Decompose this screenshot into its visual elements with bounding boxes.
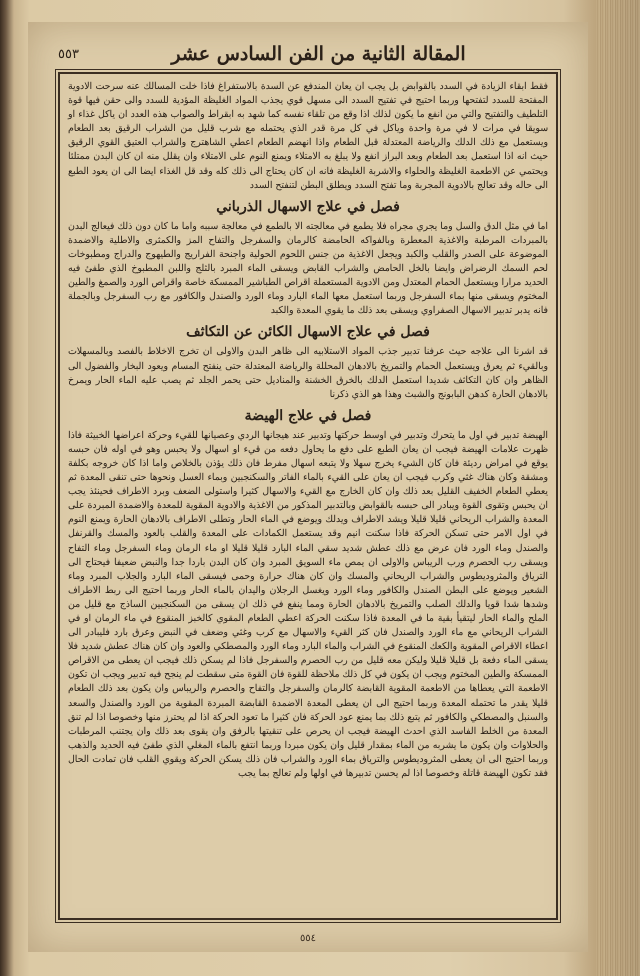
section-heading: فصل في علاج الاسهال الكائن عن التكاثف [186, 324, 430, 341]
footer-number: ٥٥٤ [299, 933, 317, 944]
body-paragraph: اما في مثل الدق والسل وما يجري مجراه فلا يطمع في معالجته الا بالطمع في معالجة سببه واما ما كان دون ذلك فيعالج البدن بالمبردات المرطبة والاغذية المعطرة وبالفواكه الحامضة كالرمان والسفرجل والتفاح المز والكمثرى والاطلية والاضمدة الموضوعة على الصدر والقلب والكبد ويجعل الاغذية من جنس اللحوم الحولية واجنحة الفراريج والطيهوج والدراج ومطبوخات لحم السمك الرضراض وايضا بالخل الحامض والشراب القابض ويسقى الماء المبرد بالثلج واللبن المطبوخ الذي طفئ فيه الحديد مرارا ويستعمل الحمام المعتدل ومن الادوية المستعملة اقراص الطباشير الممسكة خاصة واقراص الورد والصمغ والطين المختوم ويسقى منها بماء السفرجل وربما استعمل معها الماء البارد وماء الورد والصندل والكافور مع رب السفرجل وبالجملة فانه يدبر تدبير الاسهال الصفراوي ويسقى بعد ذلك ما يقوي المعدة والكبد [68, 220, 548, 317]
body-paragraph: فقط ابقاء الزيادة في السدد بالقوابض بل يجب ان يعان المندفع عن السدة بالاستفراغ فاذا خلت المسالك عنه سرحت الادوية المفتحة للسدد لتفتحها وربما احتيج في تفتيح السدد الى مسهل قوي يجذب المواد الغليظة المؤدية للسدد والى حقن فيها قوة التلطيف والتفتيح والتي من انفع ما يكون لذلك اذا وقع من تلقاء نفسه كما شهد به ابقراط والصواب هذه العدد ان ياكل غذاء او سويقا في مرات لا في مرة واحدة وياكل في كل مرة قدر الذي يحتمله مع شرب قليل من الشراب الرقيق بعد الطعام ويستعمل مع ذلك الدلك والرياضة المعتدلة قبل الطعام واذا انهضم الطعام اعطي الشاهترج والشراب العتيق القوي الرقيق حيث انه اذا استعمل بعد الطعام وبعد البراز انفع ولا يبلغ به الامتلاء ويمنع النوم على الامتلاء وان يقلل منه ان كان البدن ممتلئا ويحتمي عن الاطعمة الغليظة والحلواء والاشربة الغليظة فانه ان كان يحتاج الى ذلك كله وقد قل الغذاء ايضا الى ان يعود الطبع الى حاله وقد تعالج بالادوية المجربة وما تفتح السدد ويطلق البطن لتنفتح السدد [68, 81, 548, 191]
text-frame [58, 72, 558, 920]
book-page [28, 22, 588, 952]
page-edges [596, 0, 640, 976]
body-paragraph: قد اشرنا الى علاجه حيث عرفنا تدبير جذب المواد الاستلابيه الى ظاهر البدن والاولى ان تخرج الاخلاط بالفصد وبالمسهلات وبالقيء ثم يعرق ويستعمل الحمام والتمريخ بالادهان المحللة والرياضة المعتدلة حتى ينفتح المسام ويعود البخار والفضول الى الظاهر وان كان التكاثف شديدا استعمل الدلك بالخرق الخشنة والمناديل حتى يحمر الجلد ثم يصب عليه الماء الحار ويمرخ بالادهان الحارة كدهن البابونج والشبث وهذا هو الذي ذكرنا [68, 346, 548, 400]
page-header [58, 36, 558, 72]
body-paragraph: الهيضة تدبير في اول ما يتحرك وتدبير في اوسط حركتها وتدبير عند هيجانها الردي وعصيانها للقيء وحركة اعراضها الخبيثة فاذا ظهرت علامات الهيضة فيجب ان يعان الطبع على دفع ما يحاول دفعه من قيء او اسهال ولا يحبس وهو في اوله فان حبسه يوقع في امراض رديئة فان كان الشيء يخرج سهلا ولا يتبعه اسهال مفرط فان ذلك يؤذن بالخلاص واما اذا كان خروجه بكلفة ومشقة وكان هناك غثي وكرب فيجب ان يعان على القيء بالماء الفاتر والسكنجبين وبماء العسل ونحوها حتى تنقى المعدة ثم يعطي الطعام الخفيف القليل بعد ذلك وان كان الخارج مع القيء والاسهال كثيرا واستولى الضعف وبرد الاطراف فحينئذ يجب ان يحبس وتقوى القوة ويبادر الى حبسه بالقوابض وبالتدبير المذكور من الاغذية والادوية المقوية للمعدة والاضمدة المبردة على المعدة والشراب الريحاني قليلا قليلا ويشد الاطراف ويدلك ويوضع في الماء الحار وتطلى الاطراف بالادهان الحارة ويمنع النوم في اول الامر حتى تسكن الحركة فاذا سكنت انيم وقد يستعمل الكمادات على المعدة والقلب بالعود والمسك والقرنفل والصندل وماء الورد فان عرض مع ذلك عطش شديد سقي الماء البارد قليلا قليلا او ماء الرمان وماء السفرجل وماء التفاح ويسقى رب الحصرم ورب الريباس والاولى ان يمص ماء السويق المبرد وان كان البدن باردا جدا والنبض ضعيفا فيحتاج الى الترياق والمثروديطوس والشراب الريحاني والمسك وان كان هناك حرارة وحمى فيسقى الماء البارد والجلاب المبرد وماء الشعير ويوضع على البطن الصندل والكافور وماء الورد ويغسل الرجلان واليدان بالماء الحار وربما احتيج الى ربط الاطراف وشدها شدا قويا والدلك الصلب والتمريخ بالادهان الحارة ومما ينفع في ذلك ان يسقى من السكنجبين الساذج مع قليل من الملح والماء الحار ليتقيأ بقية ما في المعدة فاذا سكنت الحركة اعطي الطعام المقوي كالخبز المنقوع في ماء الرمان او في الشراب الريحاني مع ماء الورد والصندل فان كثر القيء والاسهال مع كرب وغثي وضعف في النبض وعرق بارد فليبادر الى اعطاء الاقراص المقوية والكعك المنقوع في الشراب والماء البارد وماء الورد والمصطكي والعود وان كان هناك عطش شديد فلا يسقى الماء دفعة بل قليلا قليلا وليكن معه قليل من رب الحصرم والسفرجل فاذا لم يسكن ذلك فيجب ان يعطى من الاقراص الممسكة والطين المختوم ويجب ان يكون في كل ذلك ملاحظة للقوة فان القوة متى سقطت لم ينجح فيه تدبير ويجب ان تكون الاطعمة التي يعطاها من الاطعمة المقوية القابضة كالرمان والسفرجل والتفاح والحصرم والريباس وان يكون بعد ذلك الطعام قليلا يقدر ما تحتمله المعدة وربما احتيج الى ان يعطى المعدة الاضمدة القابضة المبردة المقوية من الورد والصندل والسعد والسنبل والمصطكي والكافور ثم يتبع ذلك بما يمنع عود الحركة فان كثيرا ما تعود الحركة اذا لم يحترز منها وخصوصا اذا لم تنق المعدة من الخلط الفاسد الذي احدث الهيضة فيجب ان يحرص على تنقيتها بالرفق وان يقوى بعد ذلك وان يجتنب المرطبات والحلاوات وان يكون ما يشربه من الماء بمقدار قليل وان يكون مبردا وربما انتفع بالماء المغلي الذي طفئ فيه الحديد والذهب وربما احتيج الى ان يعطى المثروديطوس والترياق بماء الورد والشراب فان ذلك يسكن الحركة ويقوي القلب فان تمادت الحال فقد تكون الهيضة قاتلة وخصوصا اذا لم يحسن تدبيرها في اولها ولم تعالج بما يجب [68, 429, 548, 780]
page-number: ٥٥٣ [58, 46, 79, 62]
page-title: المقالة الثانية من الفن السادس عشر [171, 43, 466, 65]
section-heading: فصل في علاج الهيضة [244, 407, 372, 424]
section-heading: فصل في علاج الاسهال الذرباني [216, 198, 400, 215]
